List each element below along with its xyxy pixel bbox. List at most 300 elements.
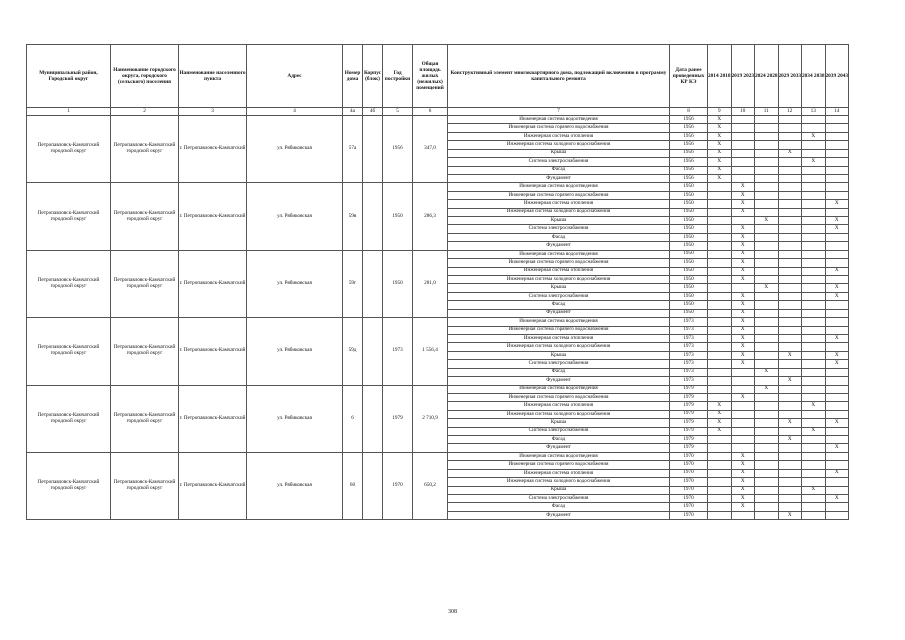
table-row: [27, 318, 849, 326]
cell-period-mark: [708, 494, 732, 502]
cell-year: 1956: [383, 116, 413, 183]
cell-period-mark: X: [731, 183, 755, 191]
column-header: Номер дома: [343, 45, 363, 108]
cell-period-mark: X: [755, 385, 779, 393]
cell-element: Инженерная система горячего водоснабжения: [448, 326, 670, 334]
cell-period-mark: [755, 233, 779, 241]
cell-period-mark: [731, 124, 755, 132]
cell-repair-date: 1950: [670, 292, 708, 300]
cell-period-mark: [802, 276, 826, 284]
cell-repair-date: 1970: [670, 511, 708, 519]
cell-period-mark: [778, 402, 802, 410]
cell-house: 59д: [343, 318, 363, 385]
cell-period-mark: X: [708, 141, 732, 149]
cell-period-mark: X: [731, 233, 755, 241]
cell-period-mark: [802, 284, 826, 292]
table-row: [27, 385, 849, 393]
cell-year: 1970: [383, 452, 413, 519]
table-row: [27, 250, 849, 258]
cell-period-mark: X: [731, 461, 755, 469]
cell-period-mark: [778, 461, 802, 469]
cell-element: Инженерная система водоотведения: [448, 116, 670, 124]
cell-element: Инженерная система холодного водоснабжения: [448, 141, 670, 149]
column-header: Год постройки: [383, 45, 413, 108]
cell-repair-date: 1970: [670, 486, 708, 494]
cell-element: Фундамент: [448, 377, 670, 385]
table-row: [27, 183, 849, 191]
cell-period-mark: X: [825, 494, 849, 502]
cell-repair-date: 1970: [670, 461, 708, 469]
cell-period-mark: X: [802, 158, 826, 166]
cell-period-mark: X: [825, 292, 849, 300]
cell-element: Инженерная система горячего водоснабжения: [448, 393, 670, 401]
cell-period-mark: [755, 183, 779, 191]
cell-period-mark: [778, 276, 802, 284]
cell-period-mark: [708, 444, 732, 452]
cell-period-mark: [731, 158, 755, 166]
cell-period-mark: [755, 410, 779, 418]
cell-period-mark: X: [731, 225, 755, 233]
cell-period-mark: X: [825, 360, 849, 368]
cell-period-mark: [708, 452, 732, 460]
column-number: 4: [247, 108, 343, 116]
cell-period-mark: X: [731, 208, 755, 216]
cell-period-mark: X: [731, 191, 755, 199]
cell-element: Фасад: [448, 301, 670, 309]
cell-period-mark: [708, 393, 732, 401]
cell-address: ул. Рябиковская: [247, 318, 343, 385]
cell-period-mark: [755, 158, 779, 166]
cell-period-mark: [802, 174, 826, 182]
cell-period-mark: [802, 259, 826, 267]
cell-period-mark: X: [778, 419, 802, 427]
cell-period-mark: X: [825, 284, 849, 292]
cell-period-mark: [708, 183, 732, 191]
cell-period-mark: [802, 452, 826, 460]
cell-period-mark: [755, 494, 779, 502]
cell-period-mark: [708, 478, 732, 486]
cell-period-mark: [825, 183, 849, 191]
cell-period-mark: [802, 444, 826, 452]
cell-repair-date: 1950: [670, 225, 708, 233]
column-number: 4б: [363, 108, 383, 116]
cell-period-mark: [778, 410, 802, 418]
cell-period-mark: [755, 511, 779, 519]
column-header: 2039 2043: [825, 45, 849, 108]
cell-period-mark: [731, 436, 755, 444]
cell-period-mark: X: [708, 116, 732, 124]
cell-period-mark: [778, 217, 802, 225]
cell-repair-date: 1956: [670, 124, 708, 132]
cell-period-mark: X: [731, 250, 755, 258]
cell-period-mark: [755, 402, 779, 410]
cell-element: Инженерная система отопления: [448, 334, 670, 342]
cell-period-mark: X: [825, 419, 849, 427]
cell-period-mark: [731, 444, 755, 452]
cell-element: Крыша: [448, 419, 670, 427]
cell-repair-date: 1956: [670, 158, 708, 166]
cell-element: Фасад: [448, 368, 670, 376]
cell-period-mark: X: [708, 158, 732, 166]
cell-element: Инженерная система горячего водоснабжения: [448, 259, 670, 267]
cell-period-mark: [778, 208, 802, 216]
cell-period-mark: [802, 191, 826, 199]
cell-period-mark: [802, 478, 826, 486]
cell-period-mark: X: [731, 334, 755, 342]
cell-period-mark: [778, 183, 802, 191]
cell-year: 1950: [383, 183, 413, 250]
cell-period-mark: [825, 511, 849, 519]
cell-period-mark: X: [708, 427, 732, 435]
cell-period-mark: [802, 351, 826, 359]
cell-period-mark: [802, 301, 826, 309]
column-header: Наименование городского округа, городского (сельского) поселения: [111, 45, 179, 108]
cell-period-mark: [708, 259, 732, 267]
column-number: 13: [802, 108, 826, 116]
cell-period-mark: [731, 377, 755, 385]
cell-period-mark: [708, 511, 732, 519]
cell-period-mark: [825, 158, 849, 166]
cell-locality: г. Петропавловск-Камчатский: [179, 116, 247, 183]
cell-period-mark: [708, 360, 732, 368]
column-header: Дата ранее проведенных КР КЭ: [670, 45, 708, 108]
cell-period-mark: X: [802, 132, 826, 140]
table-row: [27, 116, 849, 124]
cell-period-mark: [802, 233, 826, 241]
cell-element: Инженерная система водоотведения: [448, 250, 670, 258]
cell-period-mark: [708, 267, 732, 275]
cell-address: ул. Рябиковская: [247, 385, 343, 452]
cell-period-mark: X: [731, 351, 755, 359]
cell-period-mark: [778, 158, 802, 166]
cell-period-mark: [802, 368, 826, 376]
cell-repair-date: 1950: [670, 250, 708, 258]
cell-period-mark: X: [731, 200, 755, 208]
column-header: 2014 2018: [708, 45, 732, 108]
cell-element: Крыша: [448, 149, 670, 157]
cell-element: Инженерная система водоотведения: [448, 318, 670, 326]
cell-area: 347,0: [413, 116, 448, 183]
cell-district: Петропавловск-Камчатский городской округ: [27, 318, 111, 385]
cell-element: Инженерная система холодного водоснабжения: [448, 478, 670, 486]
cell-block: [363, 250, 383, 317]
cell-period-mark: [708, 436, 732, 444]
cell-period-mark: [778, 503, 802, 511]
column-header: Муниципальный район, Городской округ: [27, 45, 111, 108]
cell-period-mark: [708, 318, 732, 326]
cell-period-mark: X: [755, 284, 779, 292]
cell-period-mark: X: [731, 486, 755, 494]
cell-period-mark: [802, 250, 826, 258]
cell-settlement: Петропавловск-Камчатский городской округ: [111, 318, 179, 385]
cell-address: ул. Рябиковская: [247, 250, 343, 317]
cell-repair-date: 1973: [670, 360, 708, 368]
column-number: 14: [825, 108, 849, 116]
cell-year: 1950: [383, 250, 413, 317]
cell-repair-date: 1970: [670, 469, 708, 477]
cell-period-mark: [825, 116, 849, 124]
cell-period-mark: [778, 225, 802, 233]
cell-period-mark: [825, 377, 849, 385]
cell-period-mark: [708, 343, 732, 351]
cell-period-mark: [755, 250, 779, 258]
cell-period-mark: [802, 183, 826, 191]
cell-period-mark: [778, 334, 802, 342]
cell-repair-date: 1950: [670, 301, 708, 309]
cell-period-mark: [778, 141, 802, 149]
cell-area: 650,2: [413, 452, 448, 519]
cell-repair-date: 1970: [670, 503, 708, 511]
cell-period-mark: [731, 141, 755, 149]
cell-element: Крыша: [448, 486, 670, 494]
column-header: Корпус (блок): [363, 45, 383, 108]
cell-district: Петропавловск-Камчатский городской округ: [27, 452, 111, 519]
cell-period-mark: X: [731, 242, 755, 250]
column-number: 9: [708, 108, 732, 116]
cell-period-mark: [708, 292, 732, 300]
cell-settlement: Петропавловск-Камчатский городской округ: [111, 250, 179, 317]
cell-element: Фундамент: [448, 242, 670, 250]
cell-period-mark: X: [778, 436, 802, 444]
cell-period-mark: [825, 233, 849, 241]
cell-period-mark: [778, 242, 802, 250]
cell-period-mark: [778, 318, 802, 326]
cell-element: Система электроснабжения: [448, 225, 670, 233]
cell-year: 1979: [383, 385, 413, 452]
cell-period-mark: [755, 276, 779, 284]
cell-period-mark: [802, 385, 826, 393]
column-header: Конструктивный элемент многоквартирного дома, подлежащий включению в программу капитального ремонта: [448, 45, 670, 108]
column-header: 2034 2038: [802, 45, 826, 108]
cell-period-mark: [731, 385, 755, 393]
cell-repair-date: 1956: [670, 174, 708, 182]
cell-house: 57а: [343, 116, 363, 183]
cell-period-mark: [825, 276, 849, 284]
cell-period-mark: [755, 351, 779, 359]
cell-period-mark: [802, 149, 826, 157]
cell-period-mark: X: [825, 200, 849, 208]
cell-element: Инженерная система отопления: [448, 200, 670, 208]
cell-settlement: Петропавловск-Камчатский городской округ: [111, 385, 179, 452]
cell-period-mark: [778, 267, 802, 275]
cell-period-mark: [731, 419, 755, 427]
cell-repair-date: 1956: [670, 166, 708, 174]
cell-period-mark: [755, 318, 779, 326]
cell-repair-date: 1950: [670, 217, 708, 225]
cell-repair-date: 1956: [670, 132, 708, 140]
cell-period-mark: [731, 217, 755, 225]
cell-period-mark: [708, 503, 732, 511]
cell-element: Инженерная система холодного водоснабжения: [448, 343, 670, 351]
cell-element: Инженерная система водоотведения: [448, 183, 670, 191]
cell-repair-date: 1973: [670, 368, 708, 376]
cell-repair-date: 1979: [670, 385, 708, 393]
cell-period-mark: X: [802, 486, 826, 494]
cell-element: Инженерная система водоотведения: [448, 452, 670, 460]
cell-period-mark: [825, 259, 849, 267]
cell-element: Инженерная система отопления: [448, 132, 670, 140]
cell-period-mark: [708, 326, 732, 334]
cell-period-mark: X: [708, 166, 732, 174]
cell-repair-date: 1979: [670, 419, 708, 427]
cell-period-mark: [708, 301, 732, 309]
cell-period-mark: X: [731, 301, 755, 309]
cell-period-mark: [778, 259, 802, 267]
cell-repair-date: 1979: [670, 444, 708, 452]
column-header: Общая площадь жилых (нежилых) помещений: [413, 45, 448, 108]
cell-period-mark: [708, 351, 732, 359]
cell-element: Инженерная система отопления: [448, 267, 670, 275]
cell-year: 1973: [383, 318, 413, 385]
cell-period-mark: [802, 419, 826, 427]
cell-repair-date: 1956: [670, 116, 708, 124]
cell-period-mark: [802, 410, 826, 418]
cell-period-mark: [778, 166, 802, 174]
cell-period-mark: X: [778, 351, 802, 359]
cell-period-mark: [708, 309, 732, 317]
cell-repair-date: 1950: [670, 259, 708, 267]
cell-period-mark: [755, 174, 779, 182]
cell-period-mark: [778, 393, 802, 401]
cell-period-mark: [802, 318, 826, 326]
cell-period-mark: [755, 149, 779, 157]
cell-repair-date: 1950: [670, 284, 708, 292]
cell-repair-date: 1950: [670, 208, 708, 216]
cell-period-mark: [755, 486, 779, 494]
cell-period-mark: [778, 292, 802, 300]
cell-period-mark: X: [825, 225, 849, 233]
cell-period-mark: [802, 309, 826, 317]
cell-period-mark: X: [708, 149, 732, 157]
cell-period-mark: [802, 141, 826, 149]
cell-district: Петропавловск-Камчатский городской округ: [27, 183, 111, 250]
cell-locality: г. Петропавловск-Камчатский: [179, 385, 247, 452]
cell-period-mark: [802, 334, 826, 342]
cell-repair-date: 1950: [670, 267, 708, 275]
cell-period-mark: [731, 132, 755, 140]
cell-period-mark: X: [825, 267, 849, 275]
cell-element: Фундамент: [448, 309, 670, 317]
cell-element: Инженерная система холодного водоснабжения: [448, 410, 670, 418]
cell-period-mark: [802, 116, 826, 124]
cell-period-mark: [755, 427, 779, 435]
cell-repair-date: 1973: [670, 318, 708, 326]
cell-period-mark: [731, 149, 755, 157]
cell-period-mark: [825, 343, 849, 351]
column-number: 7: [448, 108, 670, 116]
cell-period-mark: X: [731, 343, 755, 351]
cell-period-mark: [778, 427, 802, 435]
cell-period-mark: X: [731, 503, 755, 511]
cell-period-mark: [778, 385, 802, 393]
cell-period-mark: [802, 217, 826, 225]
cell-settlement: Петропавловск-Камчатский городской округ: [111, 183, 179, 250]
cell-area: 281,0: [413, 250, 448, 317]
cell-period-mark: [778, 368, 802, 376]
cell-period-mark: [825, 149, 849, 157]
cell-period-mark: [755, 200, 779, 208]
cell-period-mark: [755, 242, 779, 250]
cell-period-mark: [708, 461, 732, 469]
cell-period-mark: [778, 124, 802, 132]
capital-repair-program-table: [26, 44, 849, 520]
cell-period-mark: [825, 385, 849, 393]
cell-period-mark: [755, 259, 779, 267]
cell-period-mark: [708, 385, 732, 393]
cell-repair-date: 1950: [670, 200, 708, 208]
cell-period-mark: [731, 284, 755, 292]
cell-period-mark: X: [731, 478, 755, 486]
cell-period-mark: [755, 208, 779, 216]
cell-period-mark: [755, 301, 779, 309]
cell-period-mark: [755, 326, 779, 334]
cell-block: [363, 116, 383, 183]
column-number: 5: [383, 108, 413, 116]
cell-period-mark: [825, 486, 849, 494]
cell-period-mark: [708, 284, 732, 292]
cell-element: Фундамент: [448, 511, 670, 519]
column-number: 11: [755, 108, 779, 116]
cell-period-mark: [778, 486, 802, 494]
cell-period-mark: [825, 503, 849, 511]
cell-repair-date: 1979: [670, 402, 708, 410]
cell-repair-date: 1973: [670, 351, 708, 359]
cell-period-mark: X: [708, 419, 732, 427]
cell-element: Инженерная система холодного водоснабжения: [448, 208, 670, 216]
cell-locality: г. Петропавловск-Камчатский: [179, 183, 247, 250]
cell-period-mark: X: [731, 292, 755, 300]
cell-house: 60: [343, 452, 363, 519]
cell-period-mark: [708, 486, 732, 494]
cell-period-mark: [825, 208, 849, 216]
cell-period-mark: [825, 427, 849, 435]
cell-repair-date: 1950: [670, 183, 708, 191]
page-number: 308: [448, 609, 457, 615]
cell-period-mark: [825, 461, 849, 469]
cell-period-mark: [778, 132, 802, 140]
cell-element: Инженерная система горячего водоснабжения: [448, 461, 670, 469]
cell-period-mark: [825, 242, 849, 250]
cell-period-mark: [755, 132, 779, 140]
cell-period-mark: [755, 141, 779, 149]
column-number: 10: [731, 108, 755, 116]
cell-period-mark: [755, 343, 779, 351]
cell-period-mark: [802, 393, 826, 401]
cell-period-mark: [802, 377, 826, 385]
cell-period-mark: [778, 301, 802, 309]
cell-period-mark: [825, 368, 849, 376]
column-number: 12: [778, 108, 802, 116]
cell-period-mark: [825, 124, 849, 132]
table-body: [27, 116, 849, 520]
cell-period-mark: [802, 326, 826, 334]
cell-locality: г. Петропавловск-Камчатский: [179, 452, 247, 519]
cell-period-mark: [802, 461, 826, 469]
cell-element: Фасад: [448, 233, 670, 241]
cell-period-mark: X: [778, 149, 802, 157]
cell-period-mark: [802, 124, 826, 132]
cell-period-mark: [708, 208, 732, 216]
cell-repair-date: 1973: [670, 343, 708, 351]
cell-period-mark: X: [778, 377, 802, 385]
cell-period-mark: [778, 174, 802, 182]
cell-period-mark: [731, 174, 755, 182]
cell-element: Инженерная система холодного водоснабжения: [448, 276, 670, 284]
cell-element: Инженерная система горячего водоснабжения: [448, 191, 670, 199]
cell-period-mark: [778, 284, 802, 292]
cell-element: Инженерная система отопления: [448, 402, 670, 410]
column-number: 1: [27, 108, 111, 116]
